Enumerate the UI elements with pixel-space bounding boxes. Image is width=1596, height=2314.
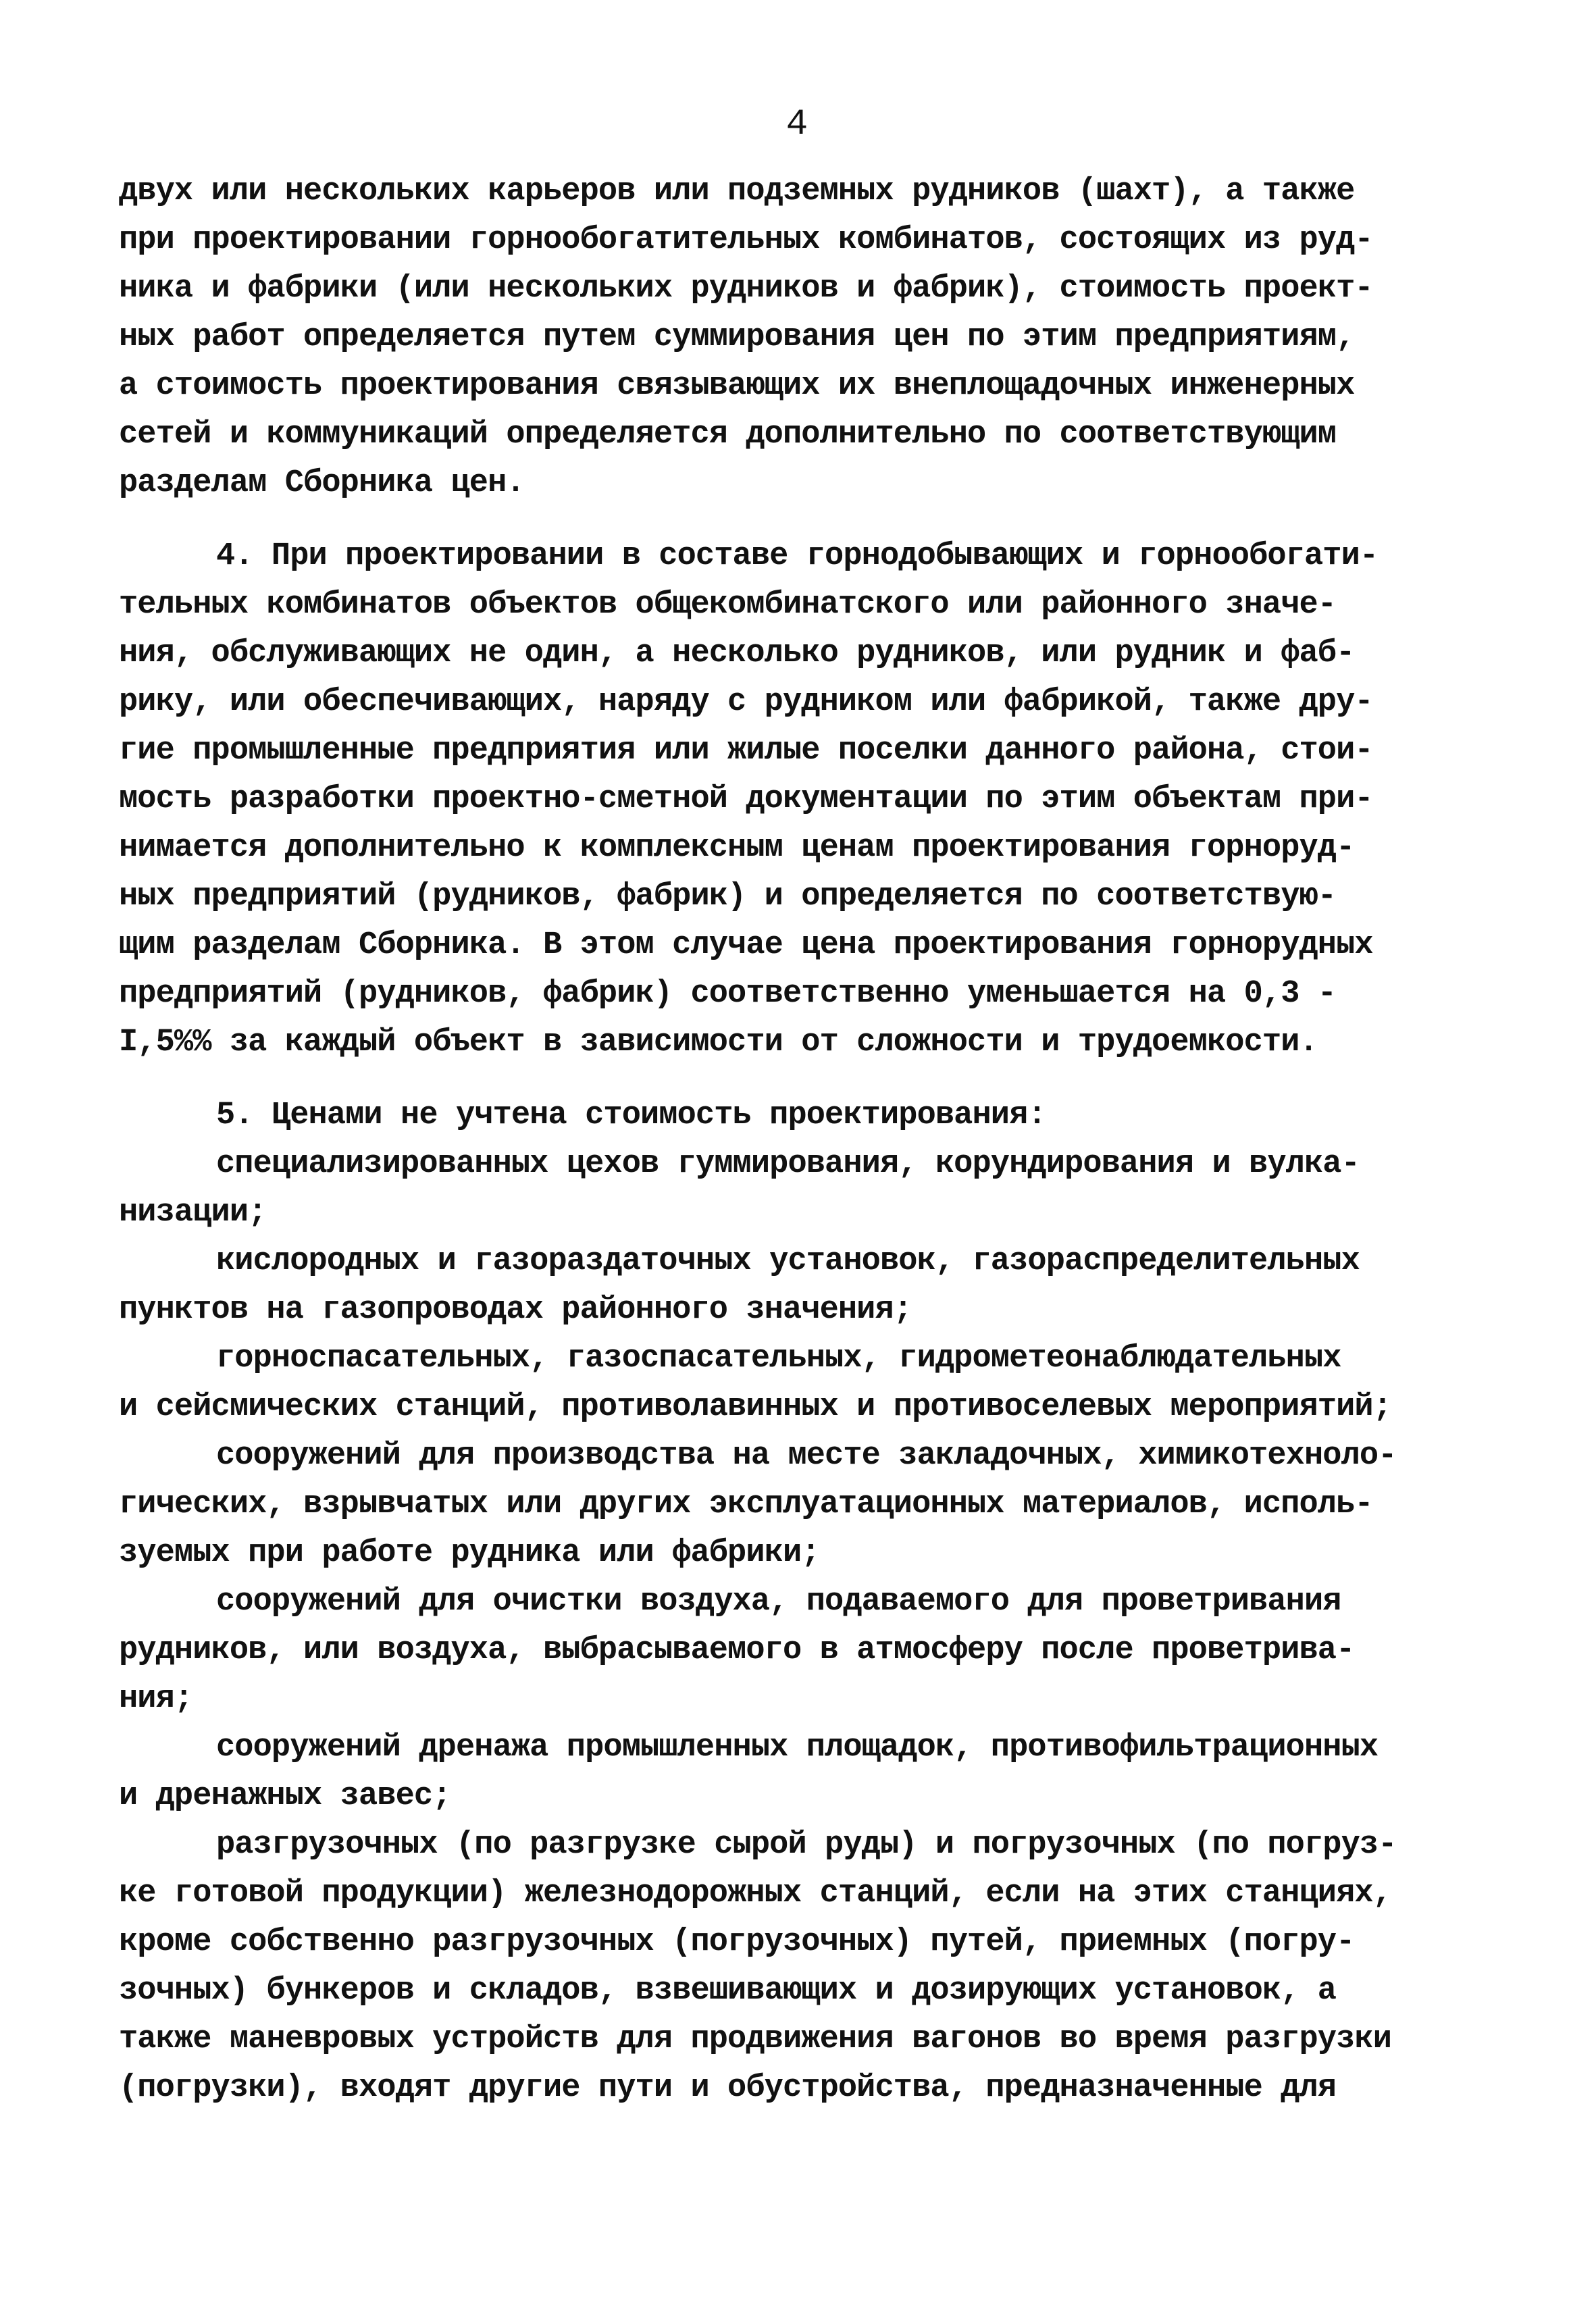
text-line: зочных) бункеров и складов, взвешивающих и дозирующих установок, а — [119, 1973, 1337, 2009]
text-line: ния, обслуживающих не один, а несколько рудников, или рудник и фаб- — [119, 636, 1355, 671]
text-line: разделам Сборника цен. — [119, 465, 525, 501]
text-line: горноспасательных, газоспасательных, гидрометеонаблюдательных — [216, 1341, 1341, 1377]
text-line: низации; — [119, 1195, 267, 1231]
text-line: кислородных и газораздаточных установок, газораспределительных — [216, 1243, 1360, 1279]
text-line: зуемых при работе рудника или фабрики; — [119, 1535, 820, 1571]
text-line: предприятий (рудников, фабрик) соответственно уменьшается на 0,3 - — [119, 976, 1337, 1012]
text-line: 5. Ценами не учтена стоимость проектирования: — [216, 1098, 1046, 1133]
paragraph-gap — [119, 508, 1497, 532]
text-line: щим разделам Сборника. В этом случае цена проектирования горнорудных — [119, 927, 1373, 963]
text-line: ных работ определяется путем суммирования цен по этим предприятиям, — [119, 319, 1355, 355]
text-line: гических, взрывчатых или других эксплуатационных материалов, исполь- — [119, 1487, 1373, 1522]
text-line: сооружений для очистки воздуха, подаваемого для проветривания — [216, 1584, 1341, 1620]
text-line: гие промышленные предприятия или жилые поселки данного района, стои- — [119, 733, 1373, 769]
text-line: пунктов на газопроводах районного значения; — [119, 1292, 912, 1328]
text-line: рику, или обеспечивающих, наряду с рудником или фабрикой, также дру- — [119, 684, 1373, 720]
text-line: также маневровых устройств для продвижения вагонов во время разгрузки — [119, 2022, 1392, 2057]
text-line: и сейсмических станций, противолавинных и противоселевых мероприятий; — [119, 1389, 1392, 1425]
text-line: сетей и коммуникаций определяется дополнительно по соответствующим — [119, 417, 1337, 453]
text-line: (погрузки), входят другие пути и обустройства, предназначенные для — [119, 2070, 1337, 2106]
text-line: сооружений дренажа промышленных площадок, противофильтрационных — [216, 1730, 1379, 1766]
text-line: ке готовой продукции) железнодорожных станций, если на этих станциях, — [119, 1876, 1392, 1911]
text-line: кроме собственно разгрузочных (погрузочных) путей, приемных (погру- — [119, 1924, 1355, 1960]
text-line: ника и фабрики (или нескольких рудников и фабрик), стоимость проект- — [119, 271, 1373, 307]
text-line: при проектировании горнообогатительных комбинатов, состоящих из руд- — [119, 222, 1373, 258]
text-line: ных предприятий (рудников, фабрик) и определяется по соответствую- — [119, 879, 1337, 915]
text-line: нимается дополнительно к комплексным ценам проектирования горноруд- — [119, 830, 1355, 866]
document-body — [119, 168, 1497, 2113]
text-line: а стоимость проектирования связывающих их внеплощадочных инженерных — [119, 368, 1355, 404]
text-line: 4. При проектировании в составе горнодобывающих и горнообогати- — [216, 538, 1379, 574]
text-line: специализированных цехов гуммирования, корундирования и вулка- — [216, 1146, 1360, 1182]
text-line: рудников, или воздуха, выбрасываемого в атмосферу после проветрива- — [119, 1632, 1355, 1668]
text-line: мость разработки проектно-сметной документации по этим объектам при- — [119, 781, 1373, 817]
text-line: ния; — [119, 1681, 193, 1717]
page-number: 4 — [786, 104, 808, 145]
text-line: I,5%% за каждый объект в зависимости от сложности и трудоемкости. — [119, 1025, 1318, 1060]
text-line: разгрузочных (по разгрузке сырой руды) и погрузочных (по погруз- — [216, 1827, 1397, 1863]
text-line: сооружений для производства на месте закладочных, химикотехноло- — [216, 1438, 1397, 1474]
paragraph-gap — [119, 1067, 1497, 1091]
text-line: двух или нескольких карьеров или подземных рудников (шахт), а также — [119, 174, 1355, 209]
text-line: тельных комбинатов объектов общекомбинатского или районного значе- — [119, 587, 1337, 623]
text-line: и дренажных завес; — [119, 1778, 451, 1814]
